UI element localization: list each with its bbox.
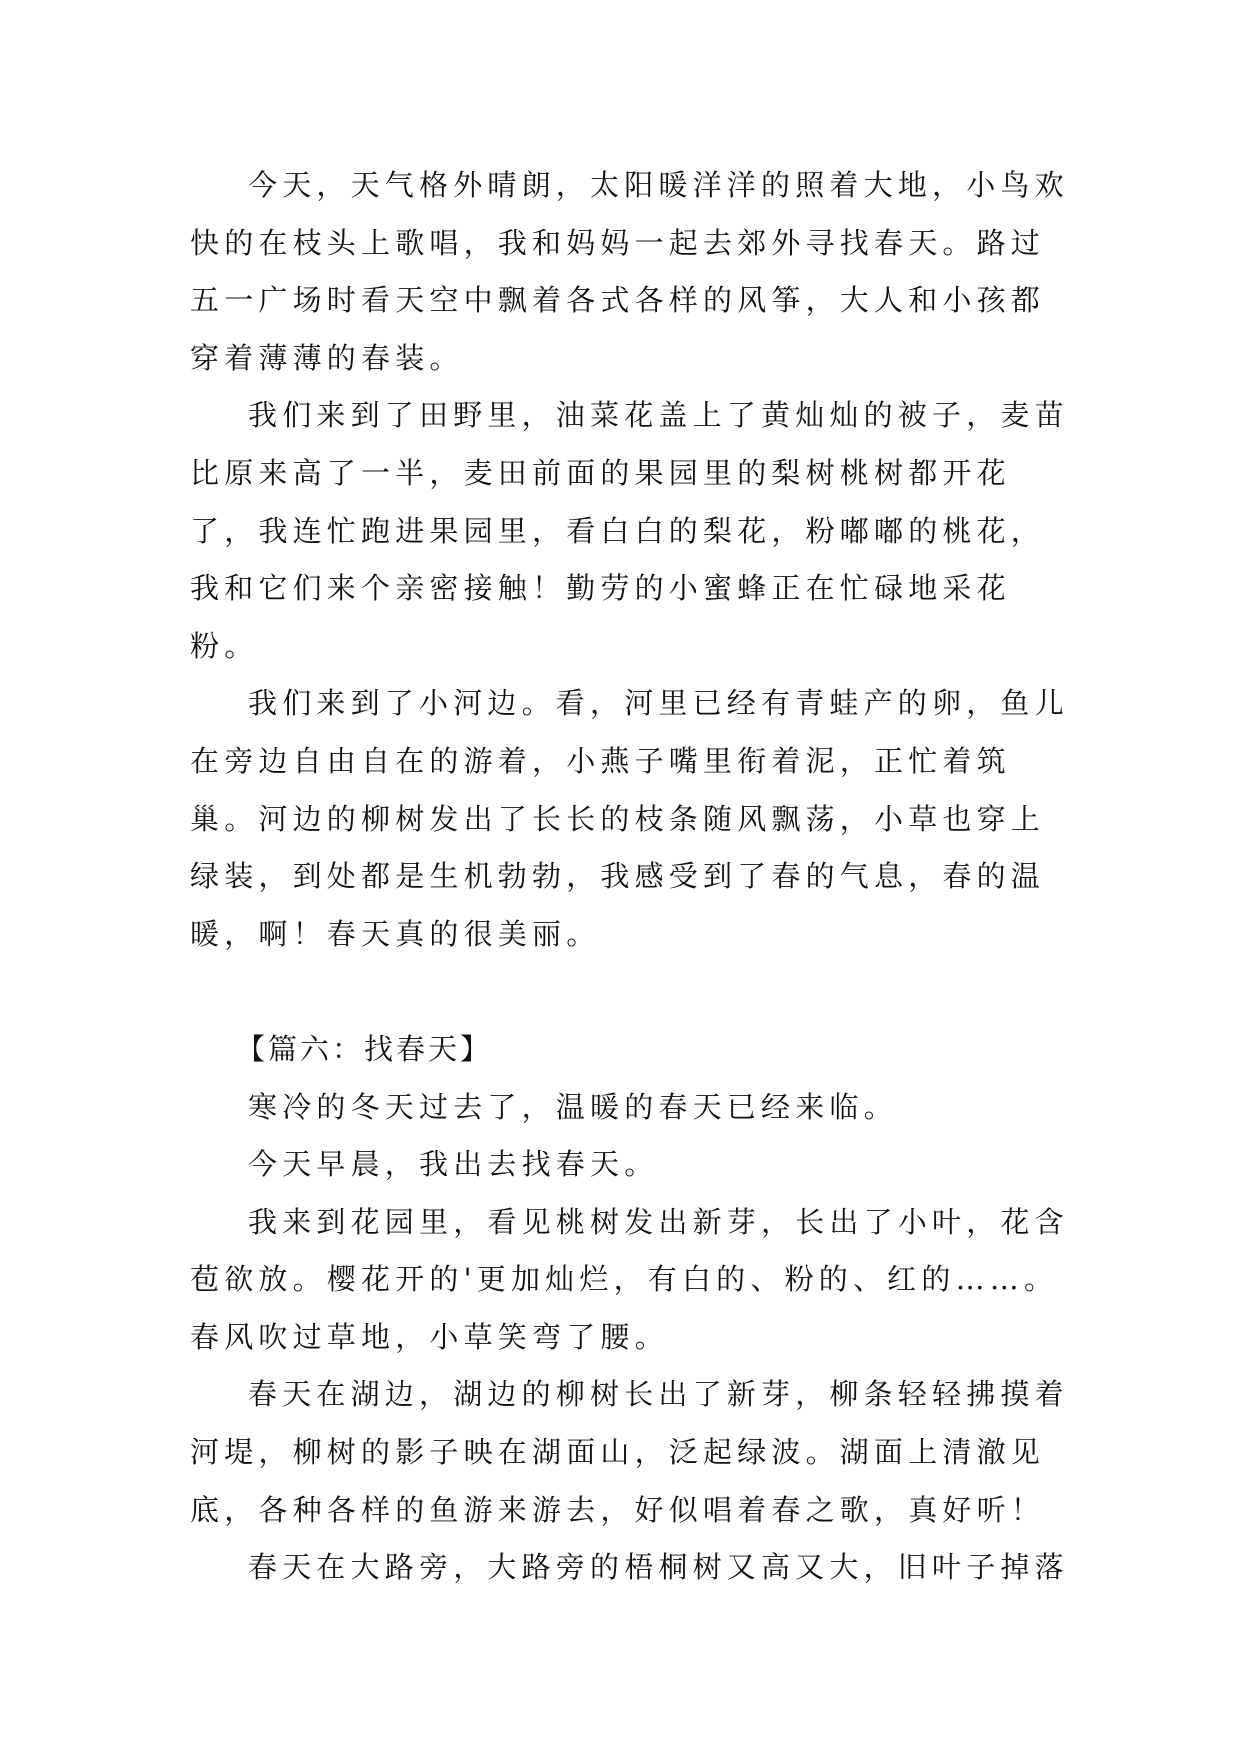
section-heading: 【篇六：找春天】 xyxy=(236,1031,493,1066)
paragraph: 我来到花园里，看见桃树发出新芽，长出了小叶，花含苞欲放。樱花开的'更加灿烂，有白的、粉的、红的……。春风吹过草地，小草笑弯了腰。 xyxy=(190,1204,1069,1354)
paragraph: 春天在大路旁，大路旁的梧桐树又高又大，旧叶子掉落 xyxy=(248,1550,1069,1585)
paragraph: 我们来到了田野里，油菜花盖上了黄灿灿的被子，麦苗比原来高了一半，麦田前面的果园里的梨树桃树都开花了，我连忙跑进果园里，看白白的梨花，粉嘟嘟的桃花，我和它们来个亲密接触！勤劳的小蜜蜂正在忙碌地采花粉。 xyxy=(190,398,1069,663)
paragraph: 春天在湖边，湖边的柳树长出了新芽，柳条轻轻拂摸着河堤，柳树的影子映在湖面山，泛起绿波。湖面上清澈见底，各种各样的鱼游来游去，好似唱着春之歌，真好听！ xyxy=(190,1377,1069,1527)
paragraph: 今天早晨，我出去找春天。 xyxy=(248,1147,659,1182)
paragraph: 我们来到了小河边。看，河里已经有青蛙产的卵，鱼儿在旁边自由自在的游着，小燕子嘴里衔着泥，正忙着筑巢。河边的柳树发出了长长的枝条随风飘荡，小草也穿上绿装，到处都是生机勃勃，我感受到了春的气息，春的温暖，啊！春天真的很美丽。 xyxy=(190,686,1069,951)
section-spacer xyxy=(190,963,1070,1021)
paragraph: 寒冷的冬天过去了，温暖的春天已经来临。 xyxy=(248,1089,898,1124)
article-body xyxy=(190,157,1070,1597)
paragraph: 今天，天气格外晴朗，太阳暖洋洋的照着大地，小鸟欢快的在枝头上歌唱，我和妈妈一起去郊外寻找春天。路过五一广场时看天空中飘着各式各样的风筝，大人和小孩都穿着薄薄的春装。 xyxy=(190,168,1069,375)
